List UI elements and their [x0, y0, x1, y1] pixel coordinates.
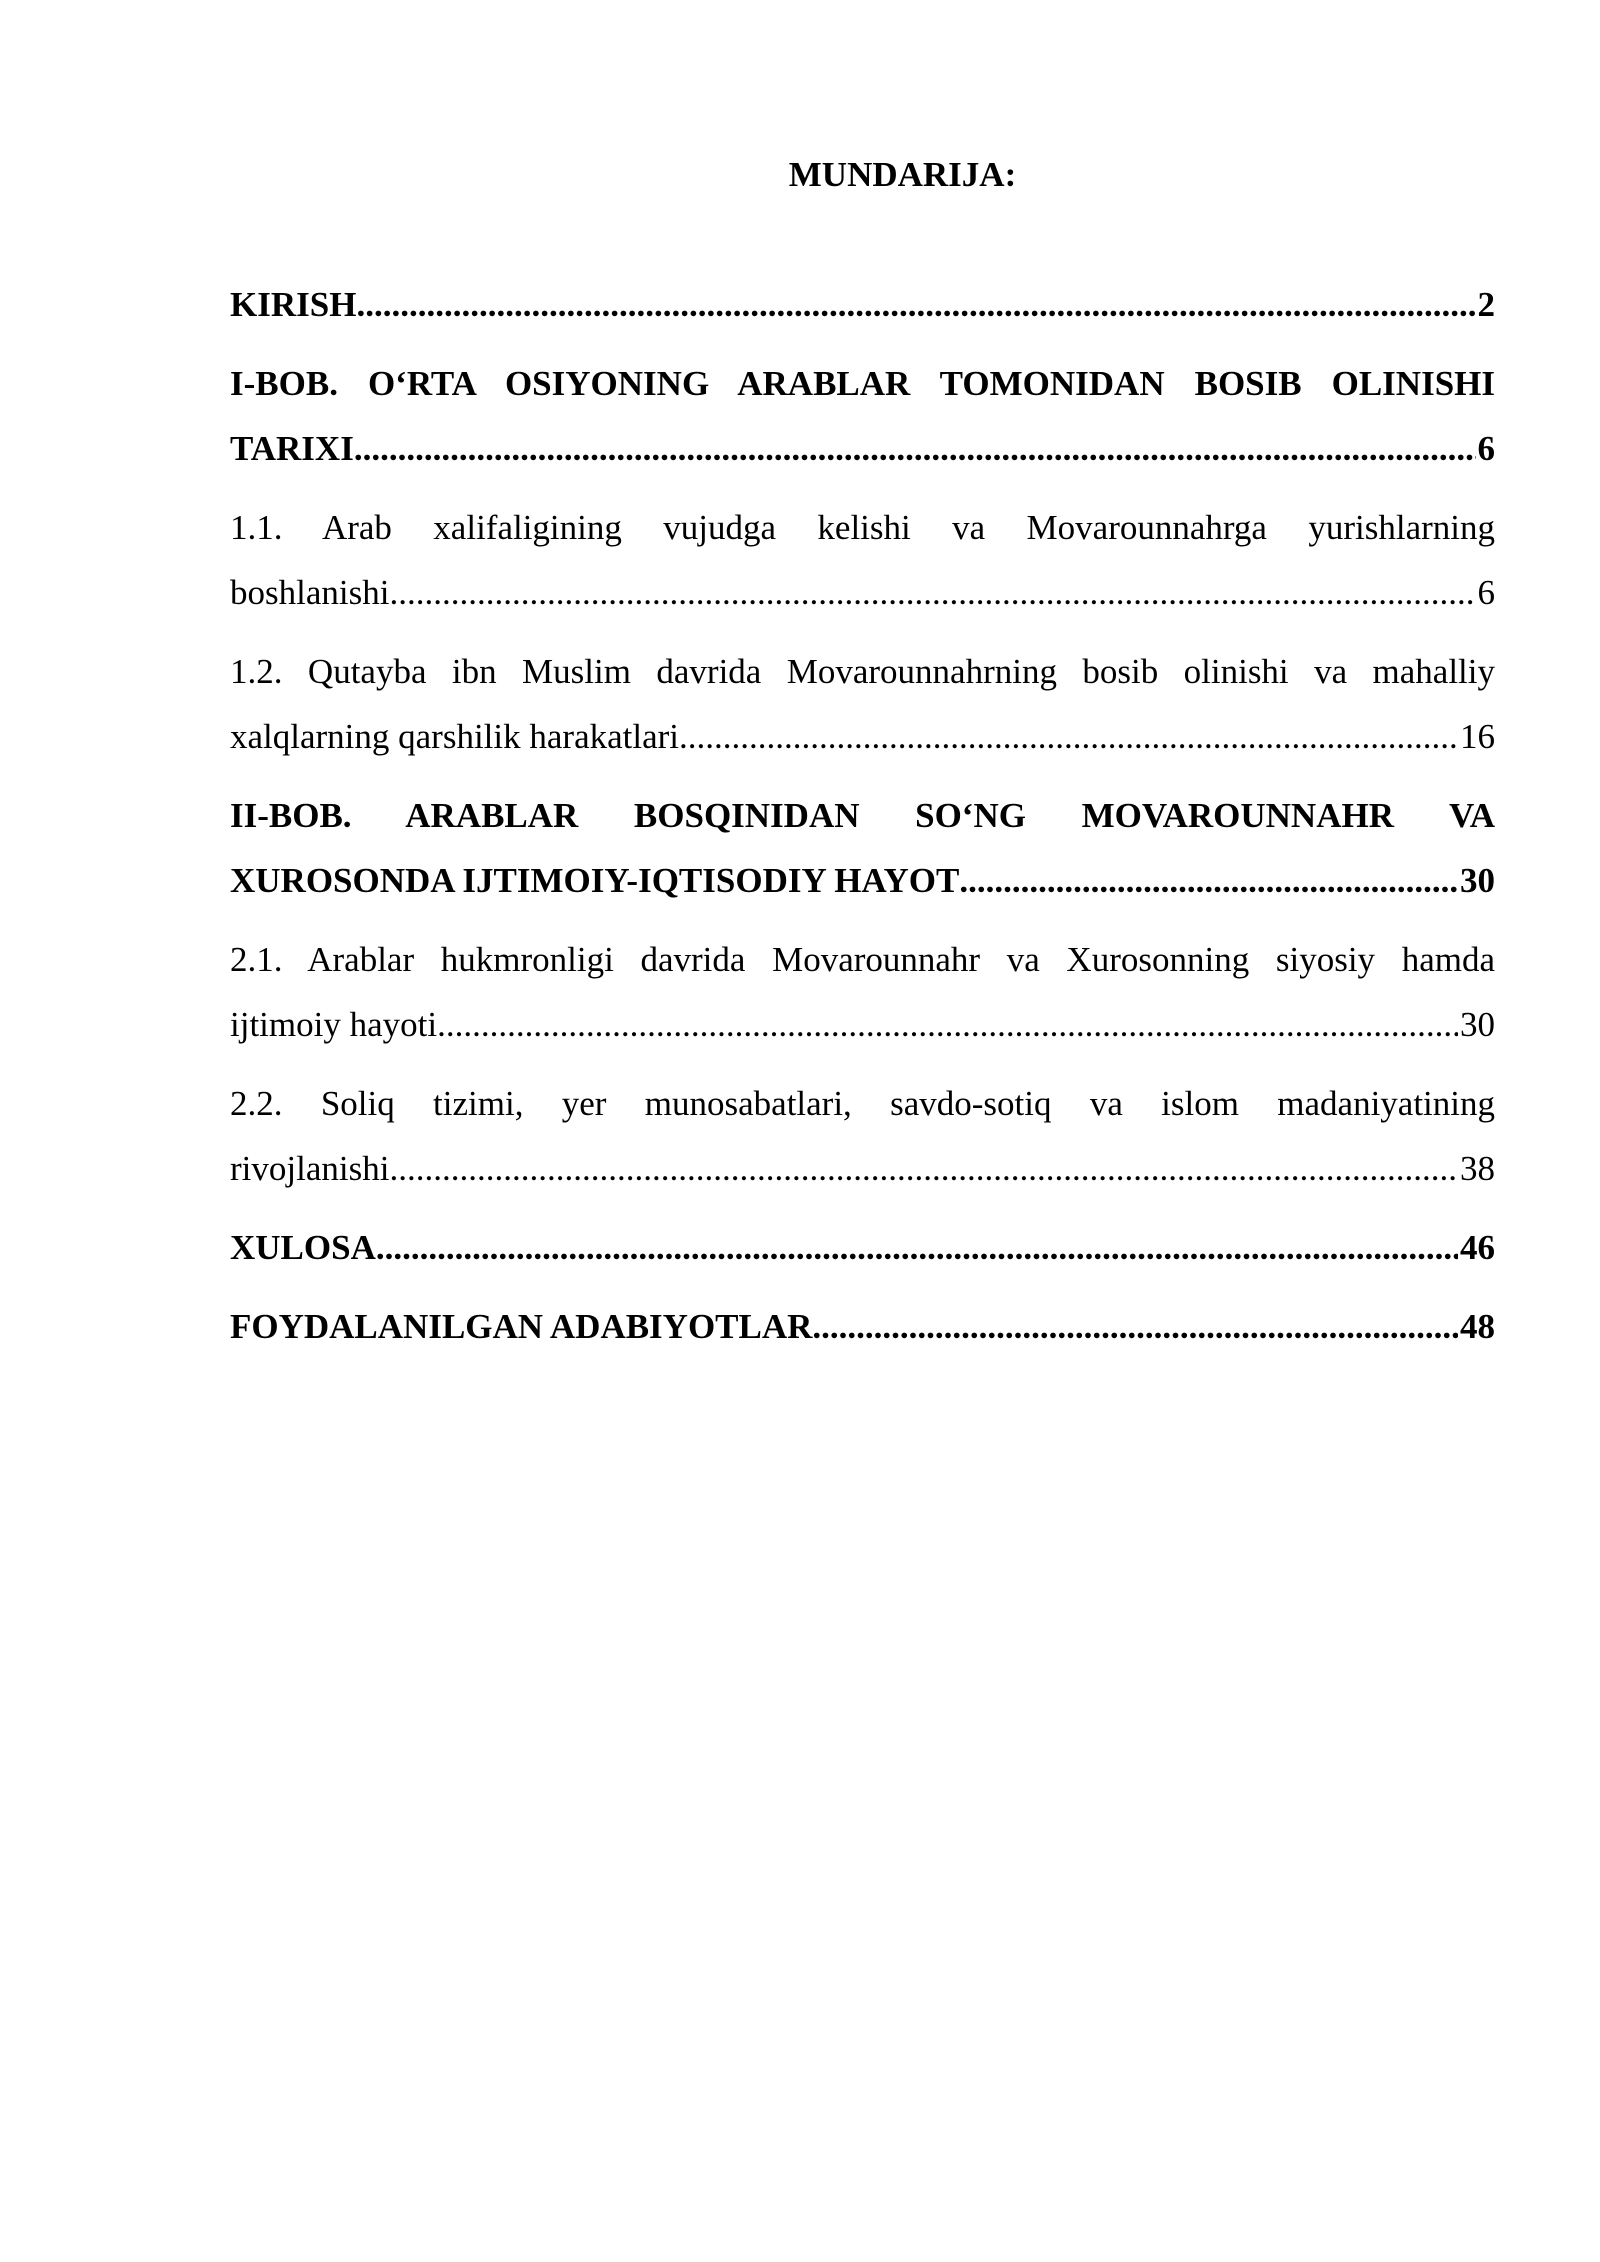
toc-entry[interactable] — [230, 783, 1495, 913]
dot-leader — [356, 272, 1475, 337]
toc-page-number: 30 — [1460, 861, 1495, 900]
dot-leader — [376, 1215, 1458, 1280]
toc-entry-title: rivojlanishi — [230, 1149, 390, 1188]
toc-entry-title-line: 2.2. Soliq tizimi, yer munosabatlari, savdo-sotiq va islom madaniyatining — [230, 1084, 1495, 1123]
toc-entry-title: XULOSA — [230, 1228, 376, 1267]
toc-page-number: 38 — [1460, 1149, 1495, 1188]
dot-leader — [389, 1136, 1458, 1201]
toc-entry-title: boshlanishi — [230, 573, 390, 612]
toc-entry-title-line: 2.1. Arablar hukmronligi davrida Movarounnahr va Xurosonning siyosiy hamda — [230, 940, 1495, 979]
toc-page-number: 30 — [1460, 1005, 1495, 1044]
toc-entry-leader-line — [230, 1136, 1495, 1201]
toc-entry-leader-line — [230, 560, 1495, 625]
toc-entry-title: KIRISH — [230, 285, 357, 324]
toc-page-number: 16 — [1460, 717, 1495, 756]
toc-entry-leader-line — [230, 848, 1495, 913]
dot-leader — [354, 416, 1476, 481]
toc-page-number: 46 — [1460, 1228, 1495, 1267]
toc-entry-title-line: 1.2. Qutayba ibn Muslim davrida Movarounnahrning bosib olinishi va mahalliy — [230, 652, 1495, 691]
toc-entry-leader-line — [230, 704, 1495, 769]
dot-leader — [679, 704, 1458, 769]
toc-entry-leader-line — [230, 416, 1495, 481]
toc-page-number: 48 — [1460, 1307, 1495, 1346]
toc-entry-title-line: II-BOB. ARABLAR BOSQINIDAN SO‘NG MOVAROUNNAHR VA — [230, 796, 1495, 835]
dot-leader — [437, 992, 1458, 1057]
toc-page-number: 6 — [1477, 429, 1495, 468]
dot-leader — [812, 1294, 1458, 1359]
toc-entry[interactable] — [230, 1294, 1495, 1359]
toc-entry[interactable] — [230, 272, 1495, 337]
toc-entry-leader-line — [230, 1294, 1495, 1359]
toc-entry-title: xalqlarning qarshilik harakatlari — [230, 717, 680, 756]
dot-leader — [959, 848, 1458, 913]
toc-entry-title-line: I-BOB. O‘RTA OSIYONING ARABLAR TOMONIDAN BOSIB OLINISHI — [230, 364, 1495, 403]
toc-entry-title: FOYDALANILGAN ADABIYOTLAR — [230, 1307, 813, 1346]
toc-entry-title: ijtimoiy hayoti — [230, 1005, 438, 1044]
toc-entry[interactable] — [230, 495, 1495, 625]
toc-heading: MUNDARIJA: — [788, 155, 1017, 194]
toc-entry[interactable] — [230, 351, 1495, 481]
toc-entry[interactable] — [230, 1071, 1495, 1201]
toc-page-number: 2 — [1477, 285, 1495, 324]
table-of-contents — [230, 272, 1495, 1359]
toc-page-number: 6 — [1477, 573, 1495, 612]
toc-entry-leader-line — [230, 1215, 1495, 1280]
toc-entry[interactable] — [230, 639, 1495, 769]
toc-entry-title-line: 1.1. Arab xalifaligining vujudga kelishi va Movarounnahrga yurishlarning — [230, 508, 1495, 547]
toc-entry-leader-line — [230, 272, 1495, 337]
toc-entry-title: TARIXI — [230, 429, 354, 468]
dot-leader — [389, 560, 1475, 625]
toc-entry-leader-line — [230, 992, 1495, 1057]
toc-entry-title: XUROSONDA IJTIMOIY-IQTISODIY HAYOT — [230, 861, 960, 900]
toc-entry[interactable] — [230, 927, 1495, 1057]
toc-entry[interactable] — [230, 1215, 1495, 1280]
